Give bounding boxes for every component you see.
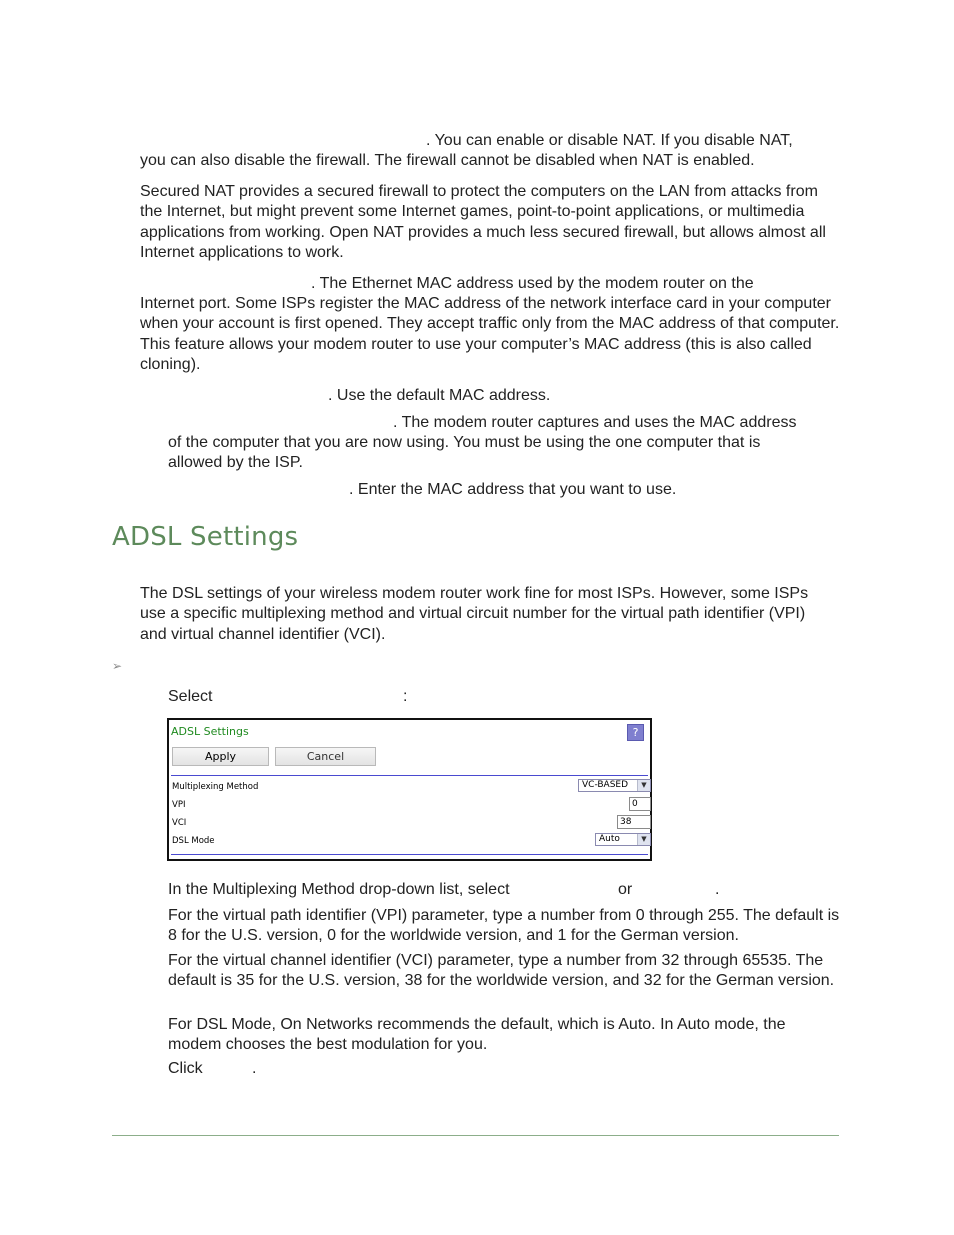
step-vci: For the virtual channel identifier (VCI) parameter, type a number from 32 through 65535. The default is 35 for the U.S. version, 38 for the worldwide version, and 32 for the German version. (168, 952, 835, 989)
dsl-mode-select[interactable] (595, 833, 651, 846)
section-heading: ADSL Settings (112, 522, 299, 552)
multiplexing-method-select[interactable] (578, 779, 651, 792)
section-intro: The DSL settings of your wireless modem router work fine for most ISPs. However, some ISPs use a specific multiplexing method and virtual circuit number for the virtual path identifier (VPI) and virtual channel identifier (VCI). (140, 585, 809, 643)
adsl-settings-panel (167, 718, 652, 861)
default-mac-item: . Use the default MAC address. (328, 387, 551, 404)
step-select-colon: : (403, 688, 408, 705)
step-dsl-mode: For DSL Mode, On Networks recommends the default, which is Auto. In Auto mode, the modem chooses the best modulation for you. (168, 1016, 786, 1053)
step-vpi: For the virtual path identifier (VPI) parameter, type a number from 0 through 255. The default is 8 for the U.S. version, 0 for the worldwide version, and 1 for the German version. (168, 907, 840, 944)
mac-paragraph-rest: Internet port. Some ISPs register the MAC address of the network interface card in your computer when your account is first opened. They accept traffic only from the MAC address of that computer. This feature allows your modem router to use your computer’s MAC address (this is also called cloning). (140, 295, 840, 374)
apply-button[interactable]: Apply (172, 747, 269, 766)
step-click-period: . (252, 1060, 257, 1077)
this-mac-item: . Enter the MAC address that you want to use. (349, 481, 677, 498)
panel-bottom-divider (171, 854, 648, 855)
step-click: Click (168, 1060, 203, 1077)
vpi-label: VPI (172, 800, 186, 810)
chevron-down-icon: ▼ (637, 780, 650, 791)
mac-paragraph-line1: . The Ethernet MAC address used by the modem router on the (311, 275, 754, 292)
multiplexing-method-value: VC-BASED (582, 780, 629, 790)
vci-label: VCI (172, 818, 187, 828)
vpi-input[interactable]: 0 (629, 797, 651, 811)
cancel-button[interactable]: Cancel (275, 747, 376, 766)
panel-divider (171, 775, 648, 776)
computer-mac-item-rest: of the computer that you are now using. You must be using the one computer that is allowed by the ISP. (168, 434, 761, 472)
help-icon[interactable]: ? (627, 724, 644, 741)
step-multiplexing-or: or (618, 881, 633, 898)
nat-paragraph-line1: . You can enable or disable NAT. If you disable NAT, (426, 132, 793, 149)
step-multiplexing-period: . (715, 881, 720, 898)
chevron-down-icon: ▼ (637, 834, 650, 845)
nat-paragraph-line2: you can also disable the firewall. The firewall cannot be disabled when NAT is enabled. (140, 152, 755, 169)
procedure-arrow-icon: ➢ (112, 659, 123, 673)
secured-nat-paragraph: Secured NAT provides a secured firewall to protect the computers on the LAN from attacks from the Internet, but might prevent some Internet games, point-to-point applications, or multimedia applications from working. Open NAT provides a much less secured firewall, but allows almost all Internet applications to work. (140, 183, 826, 262)
step-select: Select (168, 688, 213, 705)
vci-input[interactable]: 38 (617, 815, 651, 829)
multiplexing-method-label: Multiplexing Method (172, 782, 259, 792)
dsl-mode-label: DSL Mode (172, 836, 215, 846)
computer-mac-item-line1: . The modem router captures and uses the MAC address (393, 414, 797, 431)
panel-title: ADSL Settings (171, 725, 249, 738)
footer-rule (112, 1135, 839, 1136)
dsl-mode-value: Auto (599, 834, 620, 844)
step-multiplexing: In the Multiplexing Method drop-down list, select (168, 881, 510, 898)
